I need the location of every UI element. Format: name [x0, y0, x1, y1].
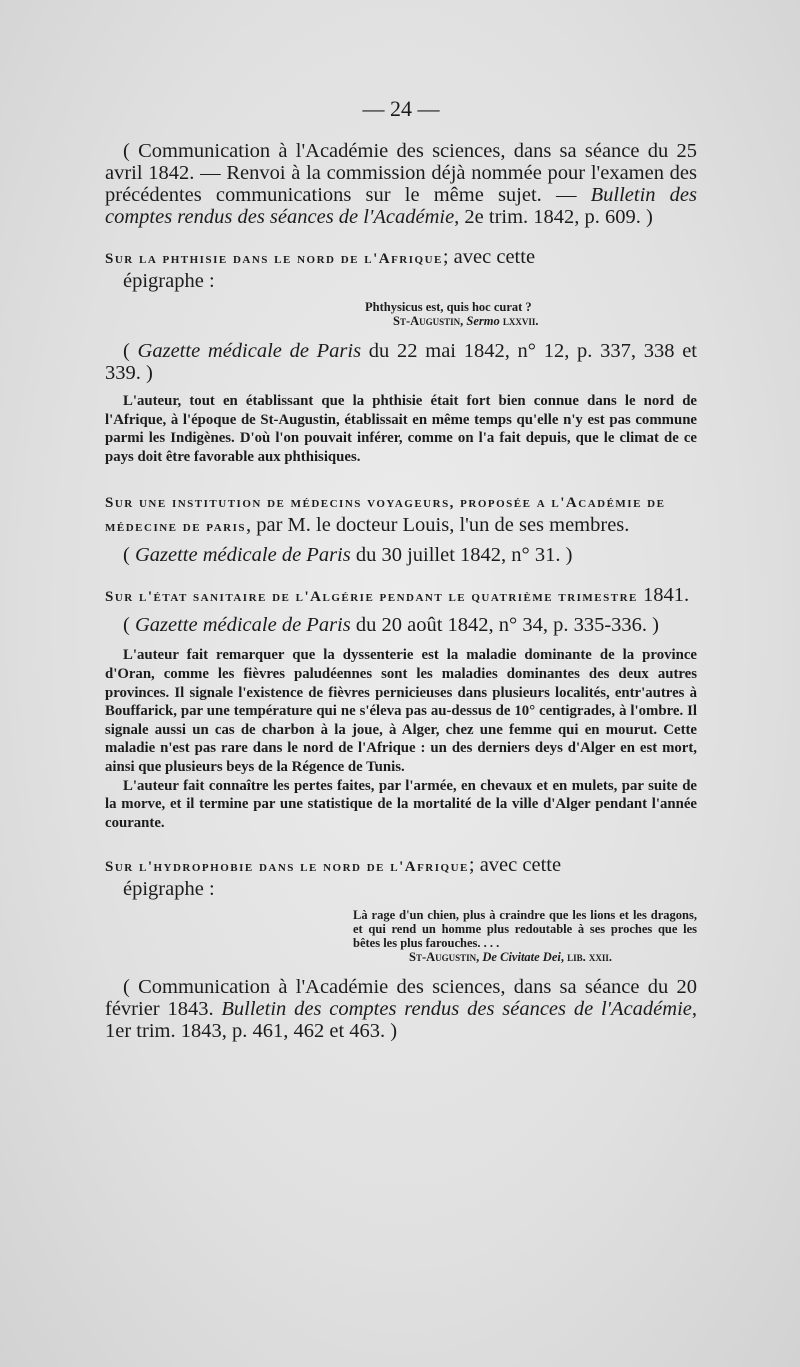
ref-rest: du 22 mai 1842, n° 12, p. 337, 338 et 339. ) — [105, 340, 698, 384]
ref-open: ( — [123, 614, 135, 637]
epigraph-text: Là rage d'un chien, plus à craindre que les lions et les dragons, et qui rend un homme plus redoutable à ses proches que les bêtes les plus farouches. . . . — [353, 908, 697, 951]
page-content — [105, 96, 697, 1042]
gazette-title: Gazette médicale de Paris — [137, 340, 362, 362]
communication-text: ( Communication à l'Académie des sciences, dans sa séance du 25 avril 1842. — Renvoi à la commission déjà nommée pour l'examen des précédentes communications sur le même sujet. — — [105, 140, 697, 206]
ref-rest: du 20 août 1842, n° 34, p. 335-336. ) — [350, 614, 659, 637]
epigraph-phthisie — [365, 300, 697, 328]
epigraph-ref: , lib. xxii. — [560, 950, 612, 965]
gazette-ref-3 — [105, 614, 697, 636]
heading-rest: ; avec cette — [442, 246, 536, 268]
epigraph-work: De Civitate Dei — [482, 950, 561, 965]
section-heading-phthisie — [105, 246, 697, 292]
epigraph-author: St-Augustin, — [393, 314, 467, 328]
epigraph-source — [365, 314, 697, 328]
page-number: — 24 — — [362, 96, 440, 121]
communication-ref-hydrophobie — [105, 976, 697, 1042]
bulletin-title: Bulletin des comptes rendus des séances de l'Académie — [221, 998, 692, 1021]
heading-rest: , par M. le docteur Louis, l'un de ses membres. — [245, 514, 630, 537]
paragraph-algerie-1: L'auteur fait remarquer que la dyssenterie est la maladie dominante de la province d'Oran, comme les fièvres paludéennes sont les maladies dominantes des deux autres provinces. Il signale l'existence de fièvres pernicieuses dans plusieurs localités, entr'autres à Bouffarick, par une température qui ne s'éleva pas au-dessus de 10° centigrades, à l'ombre. Il signale aussi un cas de charbon à la joue, à Alger, chez une femme qui en mourut. Cette maladie n'est pas rare dans le nord de l'Afrique : un des derniers deys d'Alger en est mort, ainsi que plusieurs beys de la Régence de Tunis. — [105, 647, 697, 775]
gazette-title: Gazette médicale de Paris — [134, 544, 351, 567]
communication-text: ( Communication à l'Académie des sciences, dans sa séance du 20 février 1843. — [105, 976, 697, 1021]
communication-ref: , 2e trim. 1842, p. 609. ) — [454, 206, 653, 228]
heading-small-caps: Sur la phthisie dans le nord de l'Afrique — [105, 251, 443, 267]
heading-continuation: épigraphe : — [123, 878, 215, 901]
epigraph-author: St-Augustin, — [409, 950, 483, 965]
heading-small-caps: Sur l'hydrophobie dans le nord de l'Afrique — [105, 859, 469, 876]
section-heading-institution — [105, 490, 697, 538]
epigraph-work: Sermo — [466, 314, 500, 328]
heading-rest: 1841. — [637, 584, 690, 607]
gazette-ref-1 — [105, 340, 697, 384]
heading-small-caps: Sur une institution de médecins voyageurs, proposée a l'Académie de médecine de paris — [105, 495, 666, 536]
gazette-title: Gazette médicale de Paris — [134, 614, 351, 637]
heading-small-caps: Sur l'état sanitaire de l'Algérie pendant le quatrième trimestre — [105, 589, 638, 606]
gazette-ref-2 — [105, 544, 697, 566]
ref-rest: du 30 juillet 1842, n° 31. ) — [350, 544, 573, 567]
heading-continuation: épigraphe : — [123, 270, 215, 292]
communication-paragraph — [105, 140, 697, 228]
paragraph-phthisie: L'auteur, tout en établissant que la phthisie était fort bien connue dans le nord de l'Afrique, à l'époque de St-Augustin, établissait en même temps qu'elle n'y est pas commune parmi les Indigènes. D'où l'on pouvait inférer, comme on l'a fait depuis, que le climat de ce pays doit être favorable aux phthisiques. — [105, 393, 697, 465]
epigraph-ref: lxxvii. — [499, 314, 539, 328]
paragraph-algerie-2: L'auteur fait connaître les pertes faites, par l'armée, en chevaux et en mulets, par suite de la morve, et il termine par une statistique de la mortalité de la ville d'Alger pendant l'année courante. — [105, 777, 697, 831]
epigraph-source — [353, 950, 697, 964]
heading-rest: ; avec cette — [468, 854, 562, 877]
epigraph-hydrophobie — [353, 908, 697, 964]
section-heading-algerie — [105, 584, 697, 608]
bulletin-title: Bulletin des comptes rendus des séances de l'Académie — [105, 184, 697, 228]
ref-open: ( — [123, 340, 138, 362]
section-heading-hydrophobie — [105, 854, 697, 900]
epigraph-line: Phthysicus est, quis hoc curat ? — [365, 300, 532, 314]
communication-ref: , 1er trim. 1843, p. 461, 462 et 463. ) — [105, 998, 698, 1043]
ref-open: ( — [123, 544, 135, 567]
